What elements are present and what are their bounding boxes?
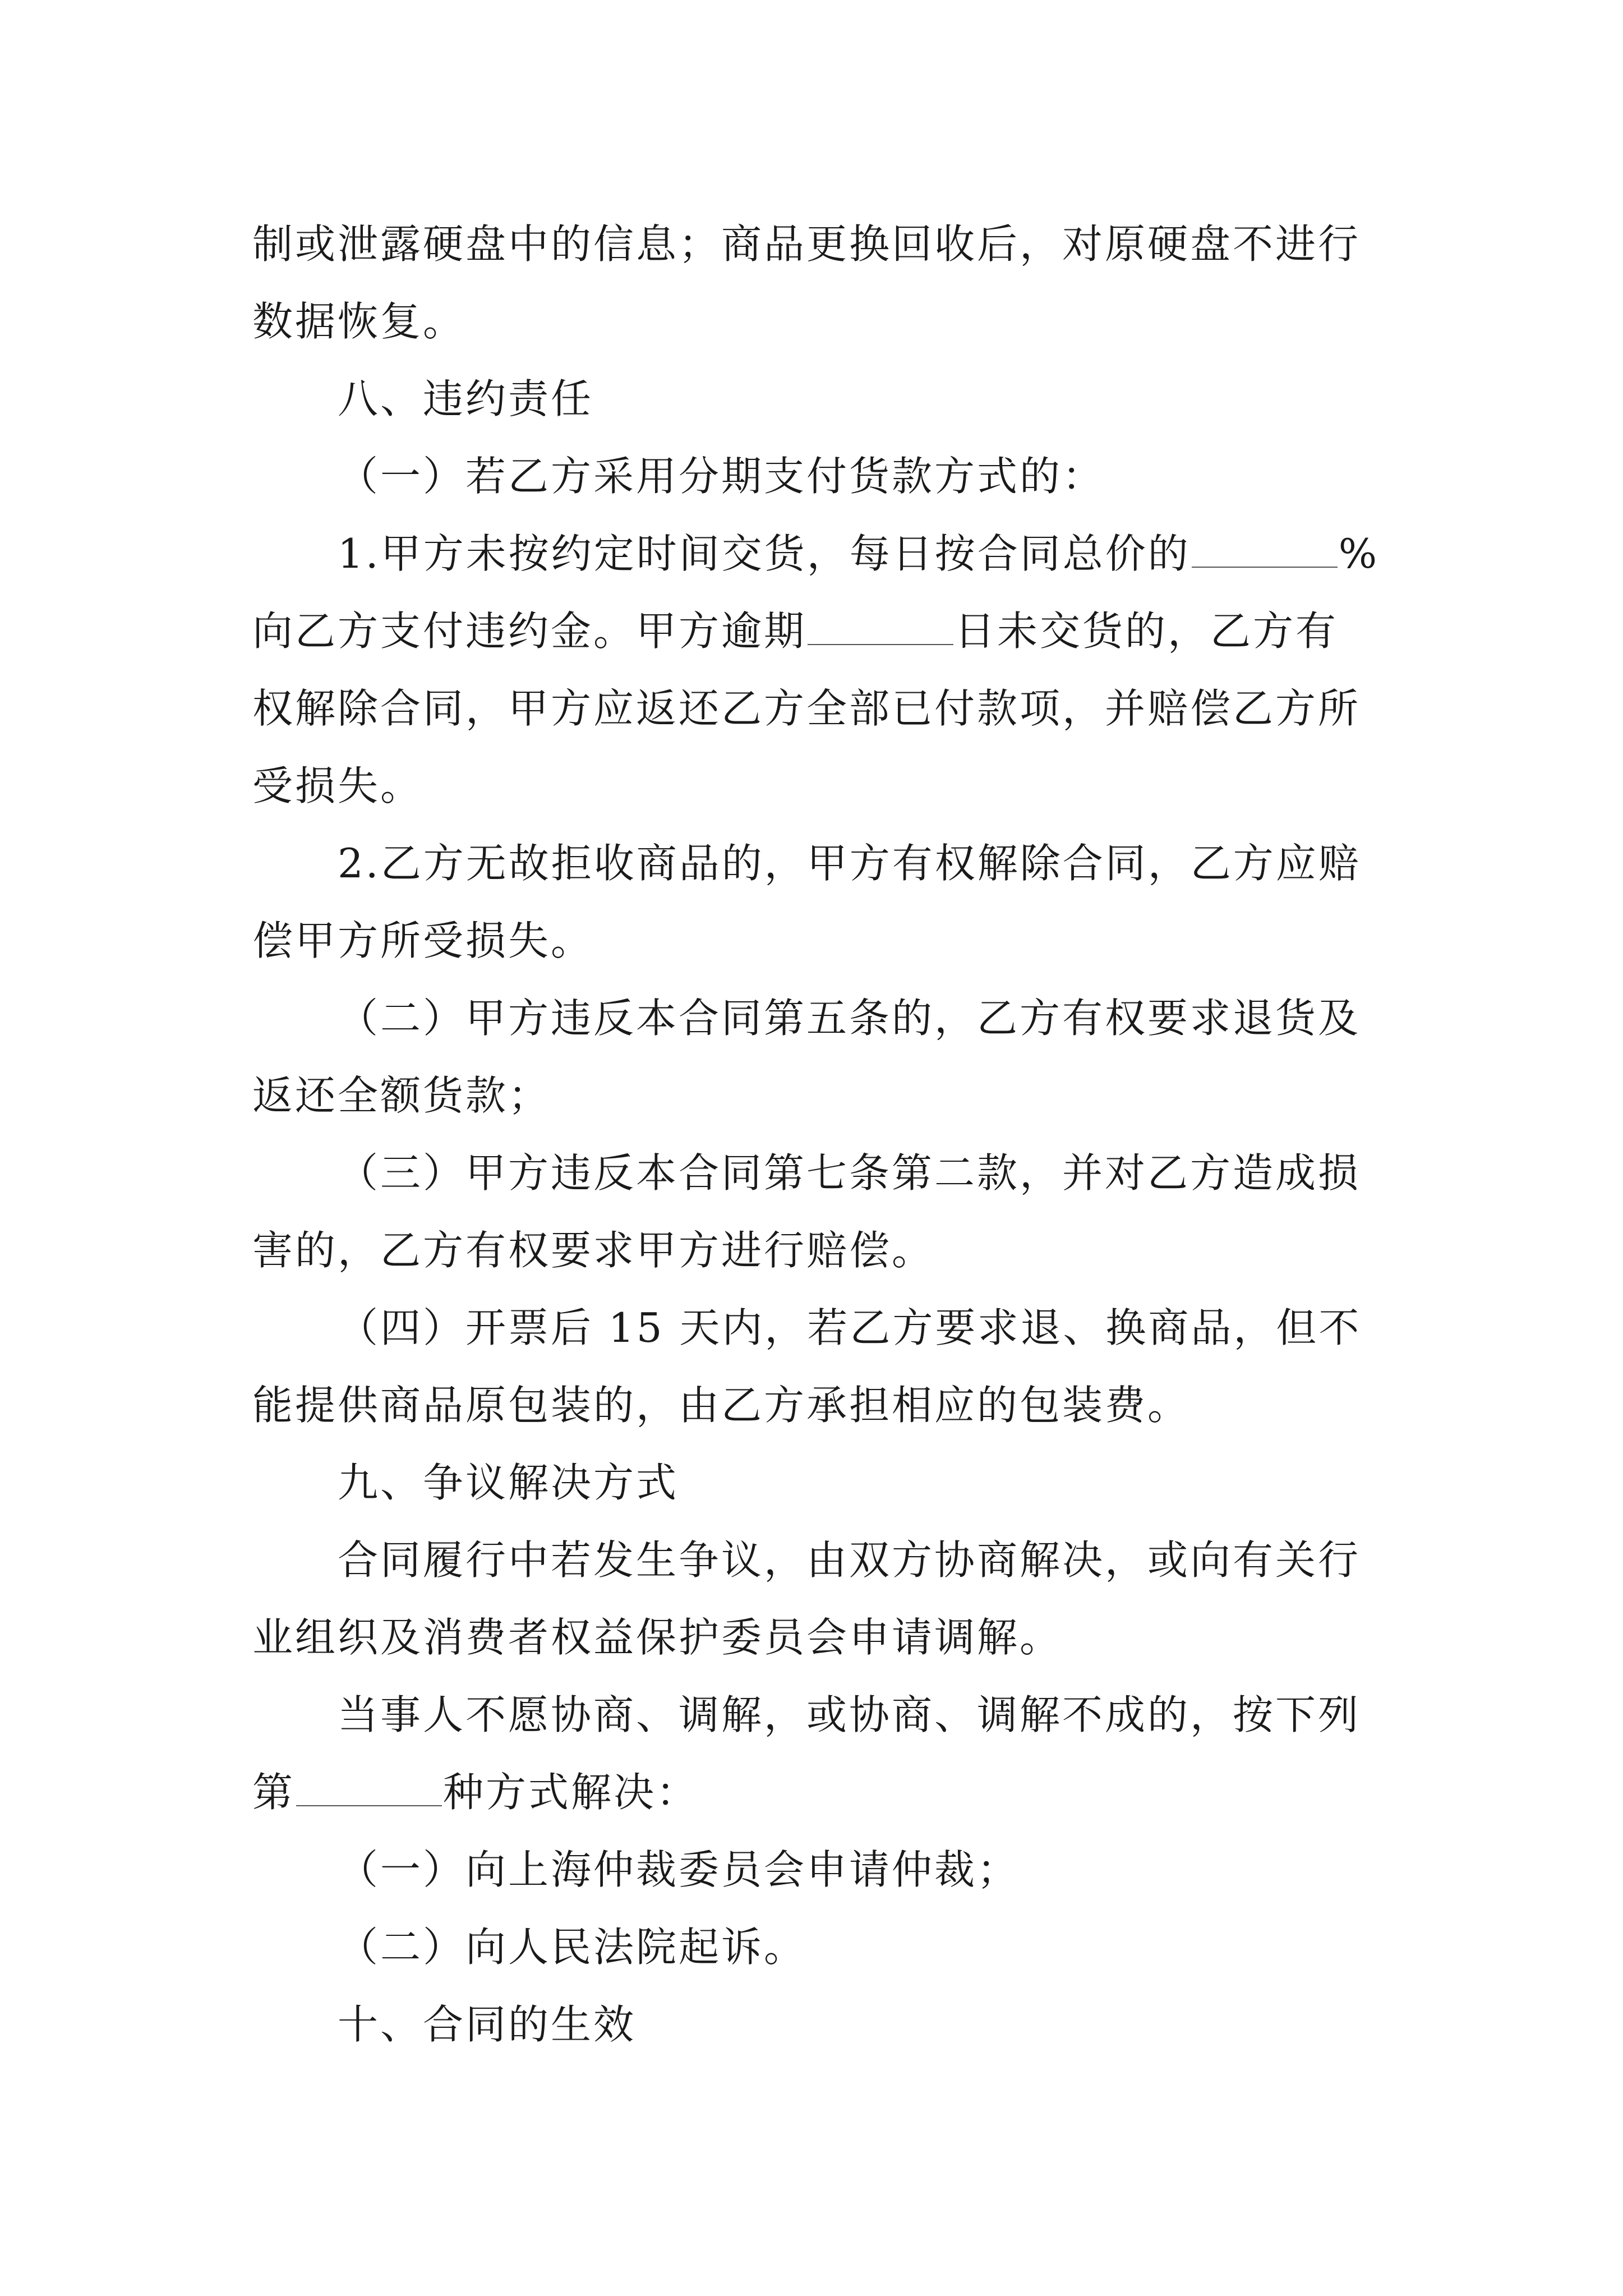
- paragraph-line: （二）甲方违反本合同第五条的，乙方有权要求退货及: [338, 995, 1361, 1042]
- paragraph-line: （三）甲方违反本合同第七条第二款，并对乙方造成损: [338, 1149, 1361, 1197]
- section-heading: 九、争议解决方式: [338, 1459, 679, 1506]
- fill-in-blank[interactable]: [296, 1760, 442, 1806]
- paragraph-line: 业组织及消费者权益保护委员会申请调解。: [252, 1614, 1063, 1661]
- paragraph-line: 能提供商品原包装的，由乙方承担相应的包装费。: [252, 1382, 1191, 1429]
- fill-in-blank[interactable]: [1192, 522, 1338, 568]
- paragraph-line: 害的，乙方有权要求甲方进行赔偿。: [252, 1227, 935, 1274]
- clause-text: 种方式解决：: [443, 1769, 699, 1816]
- paragraph-line: [338, 520, 1459, 587]
- section-heading: 八、违约责任: [338, 375, 594, 422]
- list-item: （二）向人民法院起诉。: [338, 1924, 807, 1971]
- paragraph-line: [252, 597, 1374, 665]
- fill-in-blank[interactable]: [808, 599, 953, 645]
- paragraph-line: 制或泄露硬盘中的信息；商品更换回收后，对原硬盘不进行: [252, 220, 1361, 268]
- clause-text: 日未交货的，乙方有: [955, 608, 1339, 655]
- paragraph-line: （四）开票后 15 天内，若乙方要求退、换商品，但不: [338, 1304, 1362, 1351]
- paragraph-line: 返还全额货款；: [252, 1072, 551, 1119]
- paragraph-line: [252, 1759, 1374, 1826]
- clause-text: 向乙方支付违约金。甲方逾期: [252, 608, 807, 655]
- paragraph-line: 当事人不愿协商、调解，或协商、调解不成的，按下列: [338, 1691, 1361, 1738]
- clause-text: 1.甲方未按约定时间交货，每日按合同总价的: [338, 530, 1191, 577]
- section-heading: 十、合同的生效: [338, 2001, 637, 2048]
- paragraph-line: 合同履行中若发生争议，由双方协商解决，或向有关行: [338, 1536, 1361, 1584]
- percent-sign: %: [1338, 530, 1380, 577]
- paragraph-line: 权解除合同，甲方应返还乙方全部已付款项，并赔偿乙方所: [252, 685, 1361, 732]
- paragraph-line: 2.乙方无故拒收商品的，甲方有权解除合同，乙方应赔: [338, 840, 1361, 887]
- paragraph-line: 受损失。: [252, 762, 423, 809]
- subsection-heading: （一）若乙方采用分期支付货款方式的：: [338, 453, 1105, 500]
- paragraph-line: 数据恢复。: [252, 298, 466, 345]
- list-item: （一）向上海仲裁委员会申请仲裁；: [338, 1846, 1020, 1893]
- paragraph-line: 偿甲方所受损失。: [252, 917, 594, 964]
- clause-text: 第: [252, 1769, 296, 1816]
